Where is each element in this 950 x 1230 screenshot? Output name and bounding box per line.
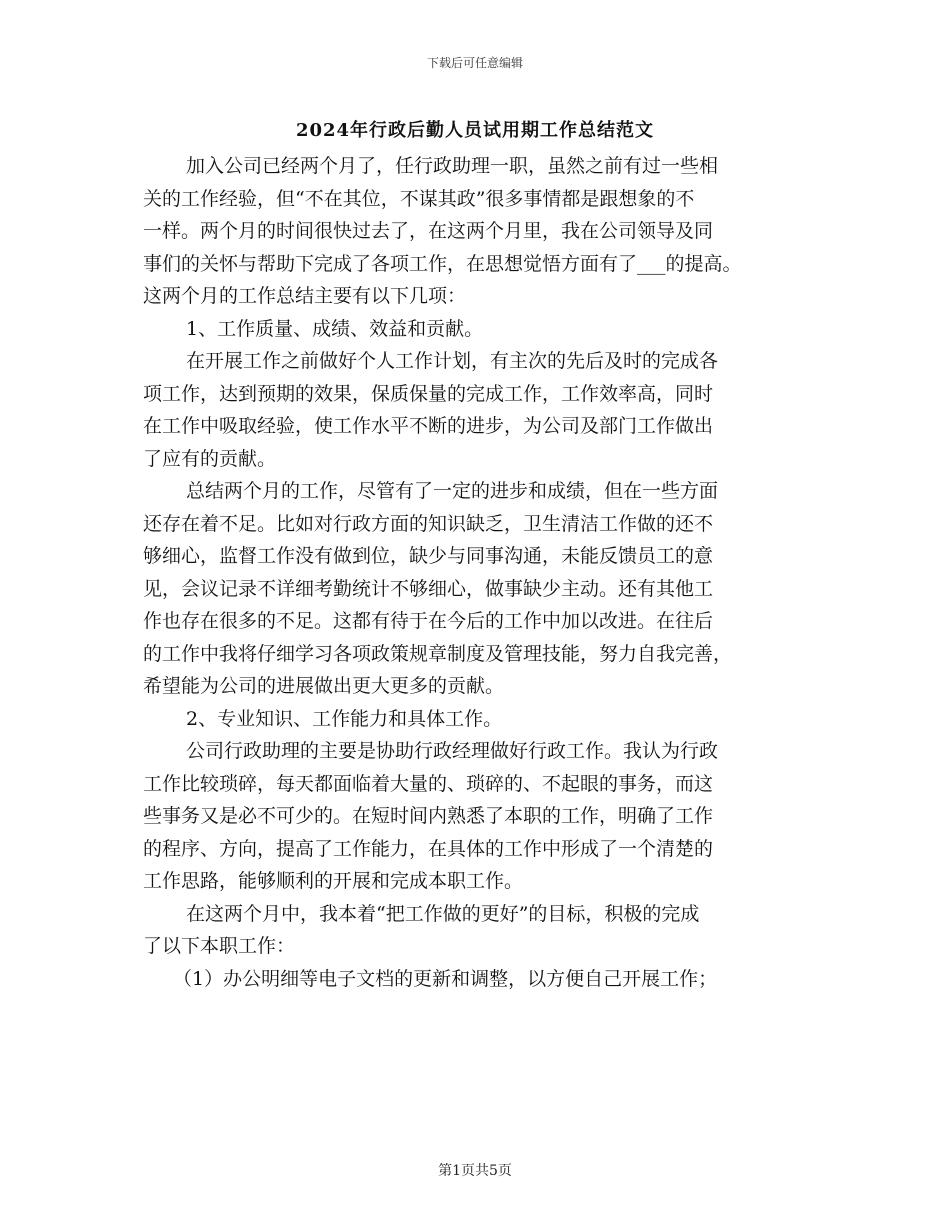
page-footer-number: 第1页共5页 (438, 1163, 512, 1179)
body-line: 公司行政助理的主要是协助行政经理做好行政工作。我认为行政 (186, 740, 719, 762)
body-line: 关的工作经验，但“不在其位，不谋其政”很多事情都是跟想象的不 (143, 187, 695, 210)
body-line: 希望能为公司的进展做出更大更多的贡献。 (143, 675, 505, 697)
section-heading: 1、工作质量、成绩、效益和贡献。 (186, 317, 484, 340)
body-line: 在这两个月中，我本着“把工作做的更好”的目标，积极的完成 (186, 902, 700, 925)
body-line: 作也存在很多的不足。这都有待于在今后的工作中加以改进。在往后 (143, 610, 714, 632)
list-item: （1）办公明细等电子文档的更新和调整，以方便自己开展工作； (173, 967, 718, 990)
body-line: 工作思路，能够顺利的开展和完成本职工作。 (143, 870, 524, 892)
body-line: 在工作中吸取经验，使工作水平不断的进步，为公司及部门工作做出 (143, 415, 714, 437)
section-heading: 2、专业知识、工作能力和具体工作。 (186, 707, 503, 730)
body-line: 些事务又是必不可少的。在短时间内熟悉了本职的工作，明确了工作 (143, 805, 714, 827)
body-line: 了以下本职工作： (143, 935, 296, 957)
body-line: 够细心，监督工作没有做到位，缺少与同事沟通，未能反馈员工的意 (143, 545, 714, 567)
document-body (143, 150, 823, 995)
body-line: 加入公司已经两个月了，任行政助理一职，虽然之前有过一些相 (186, 155, 719, 177)
body-line: 了应有的贡献。 (143, 447, 277, 470)
body-line: 这两个月的工作总结主要有以下几项： (143, 285, 467, 307)
body-line: 的工作中我将仔细学习各项政策规章制度及管理技能，努力自我完善， (143, 642, 733, 665)
body-line: 工作比较琐碎，每天都面临着大量的、琐碎的、不起眼的事务，而这 (143, 772, 714, 795)
body-line: 还存在着不足。比如对行政方面的知识缺乏，卫生清洁工作做的还不 (143, 512, 714, 535)
body-line: 的程序、方向，提高了工作能力，在具体的工作中形成了一个清楚的 (143, 837, 714, 860)
body-line: 项工作，达到预期的效果，保质保量的完成工作，工作效率高，同时 (143, 382, 714, 405)
document-title: 2024年行政后勤人员试用期工作总结范文 (295, 120, 655, 141)
body-line: 总结两个月的工作，尽管有了一定的进步和成绩，但在一些方面 (186, 480, 719, 502)
page-header-note: 下载后可任意编辑 (426, 56, 523, 70)
body-line: 在开展工作之前做好个人工作计划，有主次的先后及时的完成各 (186, 350, 719, 372)
body-line: 见，会议记录不详细考勤统计不够细心，做事缺少主动。还有其他工 (143, 577, 714, 600)
body-line: 一样。两个月的时间很快过去了，在这两个月里，我在公司领导及同 (143, 220, 714, 242)
body-line: 事们的关怀与帮助下完成了各项工作，在思想觉悟方面有了___的提高。 (143, 252, 742, 275)
